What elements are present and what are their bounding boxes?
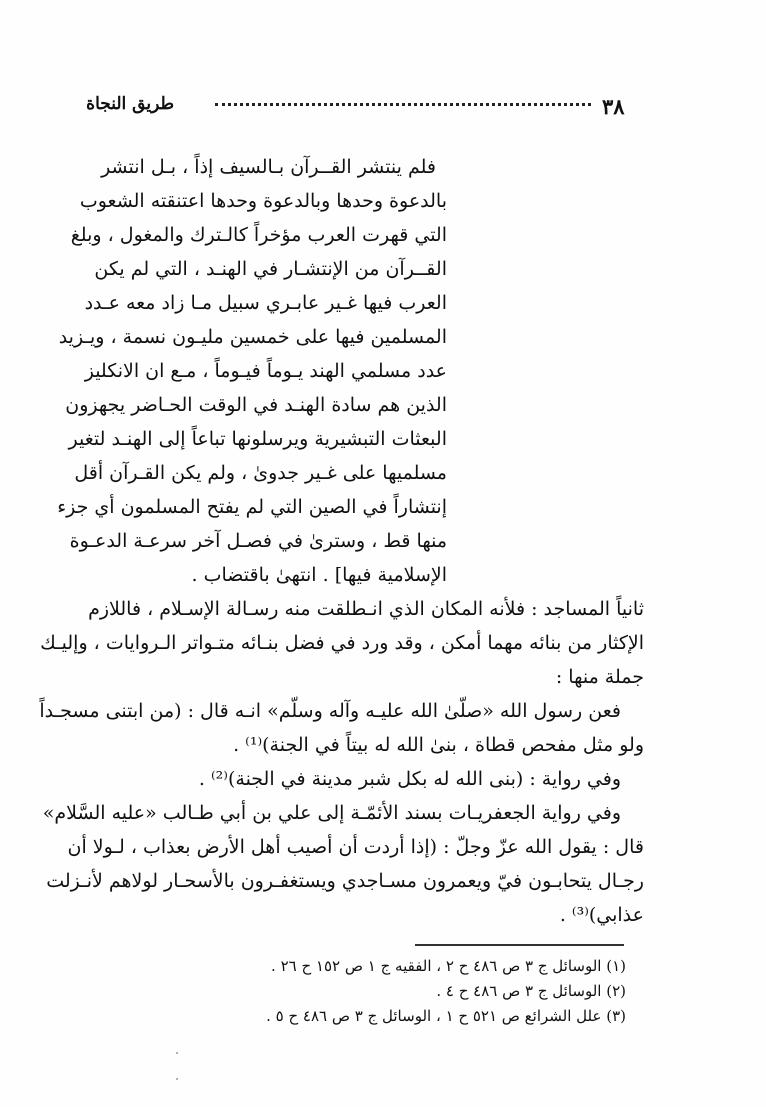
quote-line: عدد مسلمي الهند يـوماً فيـوماً ، مـع ان الانكليز — [84, 360, 447, 382]
running-title: طريق النجاة — [86, 94, 174, 114]
body-line: جملة منها : — [555, 666, 644, 688]
body-line: فعن رسول الله «صلّىٰ الله عليـه وآله وسلّم» انـه قال : (من ابتنى مسجـداً — [39, 700, 621, 722]
body-line: ولو مثل مفحص قطاة ، بنىٰ الله له بيتاً في الجنة)⁽¹⁾ . — [233, 734, 644, 756]
footnote-separator — [415, 944, 624, 946]
body-line: وفي رواية : (بنى الله له بكل شبر مدينة في الجنة)⁽²⁾ . — [198, 768, 621, 790]
scan-speck — [176, 1052, 178, 1054]
footnote: (٣) علل الشرائع ص ٥٢١ ح ١ ، الوسائل ج ٣ ص ٤٨٦ ح ٥ . — [266, 1007, 626, 1025]
quote-line: فلم ينتشر القــرآن بـالسيف إذاً ، بـل انتشر — [101, 156, 436, 178]
quote-line: العرب فيها غـير عابـري سبيل مـا زاد معه عـدد — [84, 292, 447, 314]
quote-line: القــرآن من الإنتشـار في الهنـد ، التي لم يكن — [94, 258, 447, 280]
body-line: الإكثار من بنائه مهما أمكن ، وقد ورد في فضل بنـائه متـواتر الـروايات ، وإليـك — [40, 632, 644, 654]
page-number: ٣٨ — [602, 94, 625, 119]
quote-line: المسلمين فيها على خمسين مليـون نسمة ، ويـزيد — [58, 326, 447, 348]
body-line: قال : يقول الله عزّ وجلّ : (إذا أردت أن أصيب أهل الأرض بعذاب ، لـولا أن — [67, 836, 644, 858]
body-line: عذابي)⁽³⁾ . — [559, 904, 644, 926]
header-dotted-leader — [215, 103, 591, 106]
scan-speck — [176, 1078, 178, 1080]
body-line: وفي رواية الجعفريـات بسند الأئمّـة إلى علي بن أبي طـالب «عليه السَّلام» — [42, 802, 621, 824]
quote-line: الإسلامية فيها] . انتهىٰ باقتضاب . — [191, 564, 447, 586]
quote-line: بالدعوة وحدها وبالدعوة وحدها اعتنقته الشعوب — [79, 190, 447, 212]
quote-line: التي قهرت العرب مؤخراً كالـترك والمغول ، وبلغ — [70, 224, 447, 246]
body-line: رجـال يتحابـون فيّ ويعمرون مسـاجدي ويستغفـرون بالأسحـار لولاهم لأنـزلت — [46, 870, 644, 892]
quote-line: البعثات التبشيرية ويرسلونها تباعاً إلى الهنـد لتغير — [68, 428, 447, 450]
body-line: ثانياً المساجد : فلأنه المكان الذي انـطلقت منه رسـالة الإسـلام ، فاللازم — [88, 598, 644, 620]
quote-line: الذين هم سادة الهنـد في الوقت الحـاضر يجهزون — [65, 394, 447, 416]
footnote: (٢) الوسائل ج ٣ ص ٤٨٦ ح ٤ . — [436, 982, 626, 1000]
footnote: (١) الوسائل ج ٣ ص ٤٨٦ ح ٢ ، الفقيه ج ١ ص ١٥٢ ح ٢٦ . — [271, 957, 626, 975]
quote-line: منها قط ، وسترىٰ في فصـل آخر سرعـة الدعـوة — [69, 530, 447, 552]
quote-line: إنتشاراً في الصين التي لم يفتح المسلمون أي جزء — [57, 496, 447, 518]
quote-line: مسلميها على غـير جدوىٰ ، ولم يكن القـرآن أقل — [74, 462, 447, 484]
